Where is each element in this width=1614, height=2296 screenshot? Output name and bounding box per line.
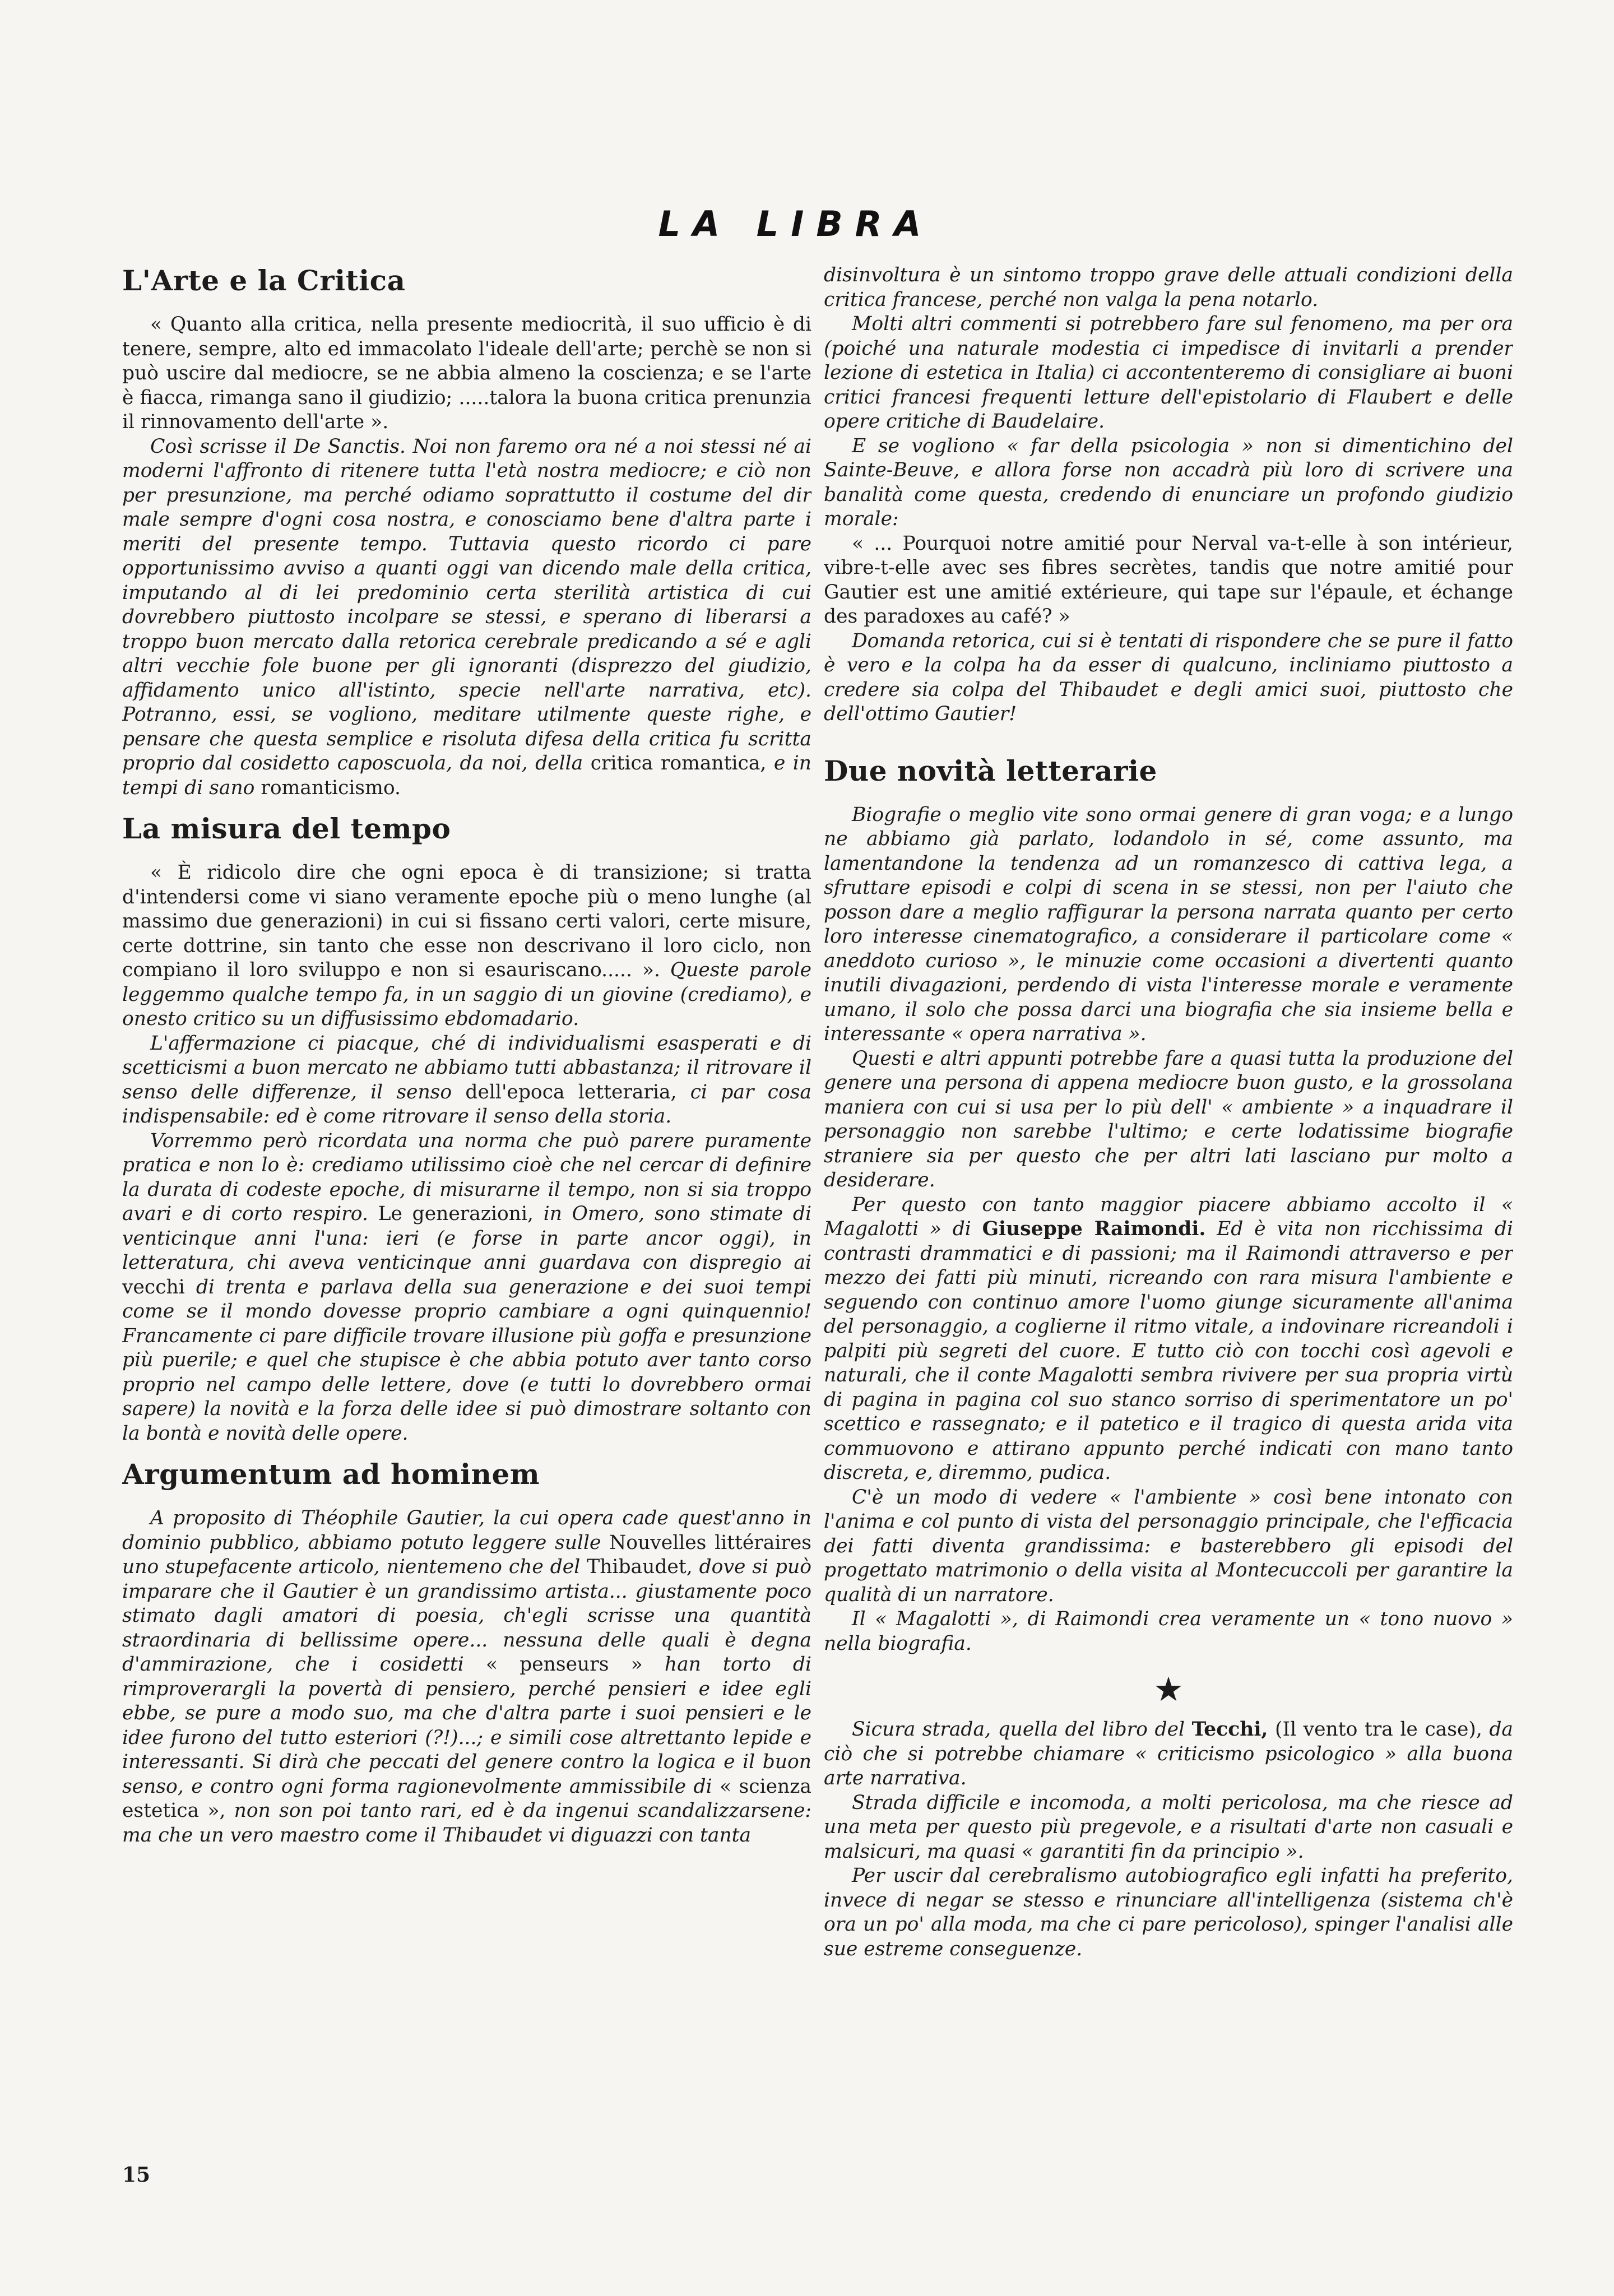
text: uno stupefacente articolo, nientemeno che del [122,1556,581,1578]
text: Vorremmo però ricordata una norma che può parere puramente pratica e non lo è: crediamo utilissimo cioè che nel cercar di definire la durata di codeste epoche, di misurarne il tempo, non si sia troppo avari e di corto respiro. [122,1129,811,1225]
paragraph: Per uscir dal cerebralismo autobiografico egli infatti ha preferito, invece di negar se stesso e rinunciare all'intelligenza (sistema ch'è ora un po' alla moda, ma che ci pare pericoloso), spinger l'analisi alle sue estreme conseguenze. [824,1864,1513,1960]
paragraph: Strada difficile e incomoda, a molti pericolosa, ma che riesce ad una meta per questo più pregevole, e a risultati d'arte non casuali e malsicuri, ma quasi « garantiti fin da principio ». [824,1791,1513,1863]
text: da ciò che si potrebbe chiamare « criticismo psicologico » alla buona arte narrativa. [824,1718,1513,1789]
right-column [824,263,1513,2118]
text: in Omero, sono stimate di venticinque anni l'una: ieri (e forse in parte ancor oggi), in letteratura, chi aveva venticinque anni guardava con dispregio ai [122,1203,811,1274]
paragraph: disinvoltura è un sintomo troppo grave delle attuali condizioni della critica francese, perché non valga la pena notarlo. [824,264,1513,311]
text: Così scrisse il De Sanctis. Noi non faremo ora né a noi stessi né ai moderni l'affronto di ritenere tutta l'età nostra mediocre; e ciò non per presunzione, ma perché odiamo soprattutto il costume del dir male sempre d'ogni cosa nostra, e conosciamo bene d'altra parte i meriti del presente tempo. Tuttavia questo ricordo ci pare opportunissimo avviso a quanti oggi van dicendo male della critica, imputando al di lei predominio certa sterilità artistica di cui dovrebbero piuttosto incolpare se stessi, e sperano di liberarsi a troppo buon mercato dalla retorica cerebrale predicando a sé e agli altri vecchie fole buone per gli ignoranti (disprezzo del giudizio, affidamento unico all'istinto, specie nell'arte narrativa, etc). Potranno, essi, se vogliono, meditare utilmente queste righe, e pensare che questa semplice e risoluta difesa della critica fu scritta proprio dal cosidetto caposcuola, da noi, della [122,435,811,774]
text: han torto di rimproverargli la povertà di pensiero, perché pensieri e idee egli ebbe, se pure a modo suo, ma che d'altra parte i suoi pensieri e le idee furono del tutto esteriori (?!)...; e simili cose altrettanto lepide e interessanti. Si dirà che peccati del genere contro la logica e il buon senso, e contro ogni forma ragionevolmente ammissibile di [122,1653,811,1798]
text: Nouvelles littéraires [609,1531,811,1554]
text: « È ridicolo dire che ogni epoca è di transizione; si tratta d'intendersi come vi siano veramente epoche più o meno lunghe (al massimo due generazioni) in cui si fissano certi valori, certe misure, certe dottrine, sin tanto che esse non descrivano il loro ciclo, non compiano il loro sviluppo e non si esauriscano..... ». [122,861,811,981]
left-column [122,263,811,2118]
text: Le generazioni, [378,1203,534,1225]
text: e in tempi di sano [122,752,811,799]
text: di trenta e parlava della sua generazione e dei suoi tempi come se il mondo dovesse proprio cambiare a ogni quinquennio! Francamente ci pare difficile trovare illusione più goffa e presunzione più puerile; e quel che stupisce è che abbia potuto aver tanto corso proprio nel campo delle lettere, dove (e tutti lo dovrebbero ormai sapere) la novità e la forza delle idee si può dimostrare soltanto con la bontà e novità delle opere. [122,1275,811,1445]
text: non son poi tanto rari, ed è da ingenui scandalizzarsene: ma che un vero maestro come il Thibaudet vi diguazzi con tanta [122,1799,811,1847]
paragraph: C'è un modo di vedere « l'ambiente » così bene intonato con l'anima e col punto di vista del personaggio principale, che l'efficacia dei fatti diventa grandissima: e basterebbero gli episodi del progettato matrimonio o della visita al Montecuccoli per garantire la qualità di un narratore. [824,1486,1513,1606]
paragraph [824,1193,1513,1486]
text: Giuseppe Raimondi. [982,1218,1206,1240]
text: « penseurs » [485,1653,643,1676]
text: Thibaudet, [587,1556,693,1578]
paragraph: E se vogliono « far della psicologia » non si dimentichino del Sainte-Beuve, e allora forse non accadrà più loro di scrivere una banalità come questa, credendo di enunciare un profondo giudizio morale: [824,434,1513,530]
text: romanticismo. [261,776,401,799]
paragraph [122,861,811,1032]
text: dove si può imparare che il Gautier è un grandissimo artista... giustamente poco stimato dagli amatori di poesia, ch'egli scrisse una quantità straordinaria di bellissime opere... nessuna delle quali è degna d'ammirazione, che i cosidetti [122,1556,811,1676]
text: Per questo con tanto maggior piacere abbiamo accolto il « Magalotti » di [824,1193,1513,1240]
section-title-argumentum: Argumentum ad hominem [122,1458,540,1491]
paragraph [122,435,811,801]
paragraph [824,1718,1513,1791]
paragraph [122,1032,811,1129]
paragraph [122,1129,811,1446]
masthead: LA LIBRA [658,203,934,244]
paragraph [122,1506,811,1848]
text: Tecchi, [1191,1718,1268,1741]
paragraph: Il « Magalotti », di Raimondi crea veramente un « tono nuovo » nella biografia. [824,1608,1513,1655]
text: romantica, [660,752,767,774]
text: dell'epoca letteraria, [465,1080,677,1103]
quotation: « ... Pourquoi notre amitié pour Nerval va-t-elle à son intérieur, vibre-t-elle avec ses fibres secrètes, tandis que notre amitié pour Gautier est une amitié extérieure, qui tape sur l'épaule, et échange des paradoxes au café? » [824,532,1513,628]
text: « scienza estetica », [122,1775,811,1822]
star-separator: ★ [1153,1670,1184,1709]
text: Ed è vita non ricchissima di contrasti drammatici e di passioni; ma il Raimondi attraverso e per mezzo dei fatti più minuti, ricreando con rara misura l'ambiente e seguendo con continuo amore l'uomo giunge sicuramente all'anima del personaggio, a coglierne il ritmo vitale, a indovinare ricreandoli i palpiti più segreti del cuore. E tutto ciò con tocchi così agevoli e naturali, che il conte Magalotti sembra rivivere per sua propria virtù di pagina in pagina col suo stanco sorriso di sperimentatore un po' scettico e rassegnato; e il patetico e il tragico di questa arida vita commuovono e attirano appunto perché indicati con mano tanto discreta, e, diremmo, pudica. [824,1218,1513,1484]
text: critica [590,752,653,774]
text: L'affermazione ci piacque, ché di individualismi esasperati e di scetticismi a buon mercato ne abbiamo tutti abbastanza; il ritrovare il senso delle differenze, il senso [122,1032,811,1103]
text: Queste parole leggemmo qualche tempo fa, in un saggio di un giovine (crediamo), e onesto critico su un diffusissimo ebdomadario. [122,959,811,1030]
text: vecchi [122,1275,185,1298]
text: A proposito di Théophile Gautier, la cui opera cade quest'anno in dominio pubblico, abbiamo potuto leggere sulle [122,1507,811,1554]
text: Sicura strada, quella del libro del [852,1718,1185,1741]
paragraph: « Quanto alla critica, nella presente mediocrità, il suo ufficio è di tenere, sempre, alto ed immacolato l'ideale dell'arte; perchè se non si può uscire dal mediocre, se ne abbia almeno la coscienza; e se l'arte è fiacca, rimanga sano il giudizio; .....talora la buona critica prenunzia il rinnovamento dell'arte ». [122,313,811,433]
section-title-misura-tempo: La misura del tempo [122,812,451,845]
paragraph: Questi e altri appunti potrebbe fare a quasi tutta la produzione del genere una persona di appena mediocre buon gusto, e la grossolana maniera con cui si usa per lo più dell' « ambiente » a inquadrare il personaggio non sarebbe l'ultimo; e certe lodatissime biografie straniere sia per questo che per altri lati lasciano pur molto a desiderare. [824,1047,1513,1191]
page-number: 15 [122,2163,151,2187]
text: ci par cosa indispensabile: ed è come ritrovare il senso della storia. [122,1080,811,1128]
paragraph: Domanda retorica, cui si è tentati di rispondere che se pure il fatto è vero e la colpa ha da esser di qualcuno, incliniamo piuttosto a credere sia colpa del Thibaudet e degli amici suoi, piuttosto che dell'ottimo Gautier! [824,629,1513,725]
paragraph: Biografie o meglio vite sono ormai genere di gran voga; e a lungo ne abbiamo già parlato, lodandolo in sé, come assunto, ma lamentandone la tendenza ad un romanzesco di cattiva lega, a sfruttare episodi e colpi di scena in se stessi, non per l'aiuto che posson dare a meglio raffigurar la persona narrata quanto per certo loro interesse cinematografico, a considerare il particolare come « aneddoto curioso », le minuzie come occasioni a divertenti quanto inutili divagazioni, perdendo di vista l'interesse morale e veramente umano, il solo che possa darci una biografia che sia insieme bella e interessante « opera narrativa ». [824,803,1513,1045]
section-title-due-novita: Due novità letterarie [824,754,1157,787]
paragraph: Molti altri commenti si potrebbero fare sul fenomeno, ma per ora (poiché una naturale modestia ci impedisce di invitarli a prender lezione di estetica in Italia) ci accontenteremo di consigliare ai buoni critici francesi frequenti letture dell'epistolario di Flaubert e delle opere critiche di Baudelaire. [824,313,1513,433]
section-title-arte-critica: L'Arte e la Critica [122,264,406,297]
text: (Il vento tra le case), [1274,1718,1482,1741]
